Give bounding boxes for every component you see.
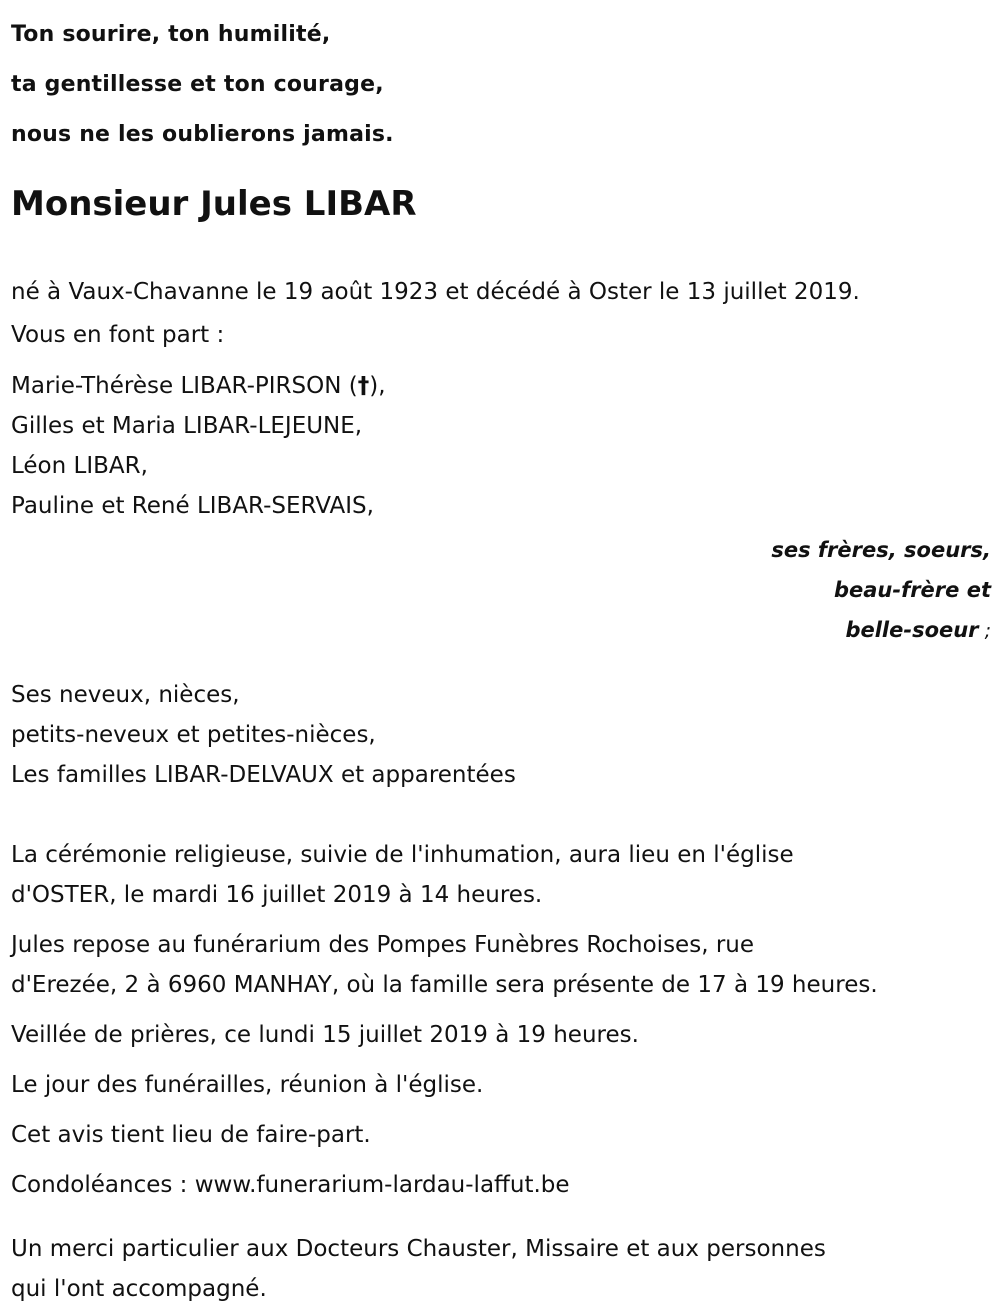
family-member: Gilles et Maria LIBAR-LEJEUNE,	[11, 413, 363, 439]
family-member	[11, 366, 1000, 406]
ceremony-info	[11, 835, 1000, 915]
epigraph-line: Ton sourire, ton humilité,	[11, 22, 331, 47]
birth-death-text: né à Vaux-Chavanne le 19 août 1923 et décédé à Oster le 13 juillet 2019.	[11, 279, 860, 305]
relation-text: belle-soeur	[845, 618, 979, 642]
meeting-info: Le jour des funérailles, réunion à l'église.	[11, 1072, 484, 1098]
relation-line: beau-frère et	[833, 578, 991, 602]
notice-text: Cet avis tient lieu de faire-part.	[11, 1122, 371, 1148]
rest-info	[11, 925, 1000, 1005]
epigraph-line: nous ne les oublierons jamais.	[11, 122, 394, 147]
other-relatives	[11, 675, 1000, 795]
family-member: Pauline et René LIBAR-SERVAIS,	[11, 493, 374, 519]
relation-block	[11, 530, 1000, 651]
rest-line: d'Erezée, 2 à 6960 MANHAY, où la famille sera présente de 17 à 19 heures.	[11, 972, 878, 998]
thanks-block	[11, 1229, 1000, 1309]
relative-line: petits-neveux et petites-nièces,	[11, 722, 376, 748]
condolences-text: Condoléances : www.funerarium-lardau-laffut.be	[11, 1172, 570, 1198]
ceremony-line: La cérémonie religieuse, suivie de l'inhumation, aura lieu en l'église	[11, 842, 794, 868]
family-list	[11, 366, 1000, 526]
deceased-name: Monsieur Jules LIBAR	[11, 184, 417, 224]
relation-semicolon: ;	[978, 620, 991, 642]
epigraph	[11, 0, 1000, 160]
family-member-text: ),	[369, 373, 386, 399]
vigil-info: Veillée de prières, ce lundi 15 juillet 2019 à 19 heures.	[11, 1022, 639, 1048]
thanks-line: qui l'ont accompagné.	[11, 1276, 267, 1302]
thanks-line: Un merci particulier aux Docteurs Chauster, Missaire et aux personnes	[11, 1236, 826, 1262]
epigraph-line: ta gentillesse et ton courage,	[11, 72, 384, 97]
ceremony-line: d'OSTER, le mardi 16 juillet 2019 à 14 heures.	[11, 882, 543, 908]
cross-icon: †	[357, 373, 370, 399]
family-member: Léon LIBAR,	[11, 453, 148, 479]
announce-text: Vous en font part :	[11, 322, 225, 348]
relation-line	[11, 610, 991, 651]
rest-line: Jules repose au funérarium des Pompes Funèbres Rochoises, rue	[11, 932, 754, 958]
relative-line: Les familles LIBAR-DELVAUX et apparentées	[11, 762, 516, 788]
relation-line: ses frères, soeurs,	[771, 538, 991, 562]
family-member-text: Marie-Thérèse LIBAR-PIRSON (	[11, 373, 358, 399]
relative-line: Ses neveux, nièces,	[11, 682, 240, 708]
